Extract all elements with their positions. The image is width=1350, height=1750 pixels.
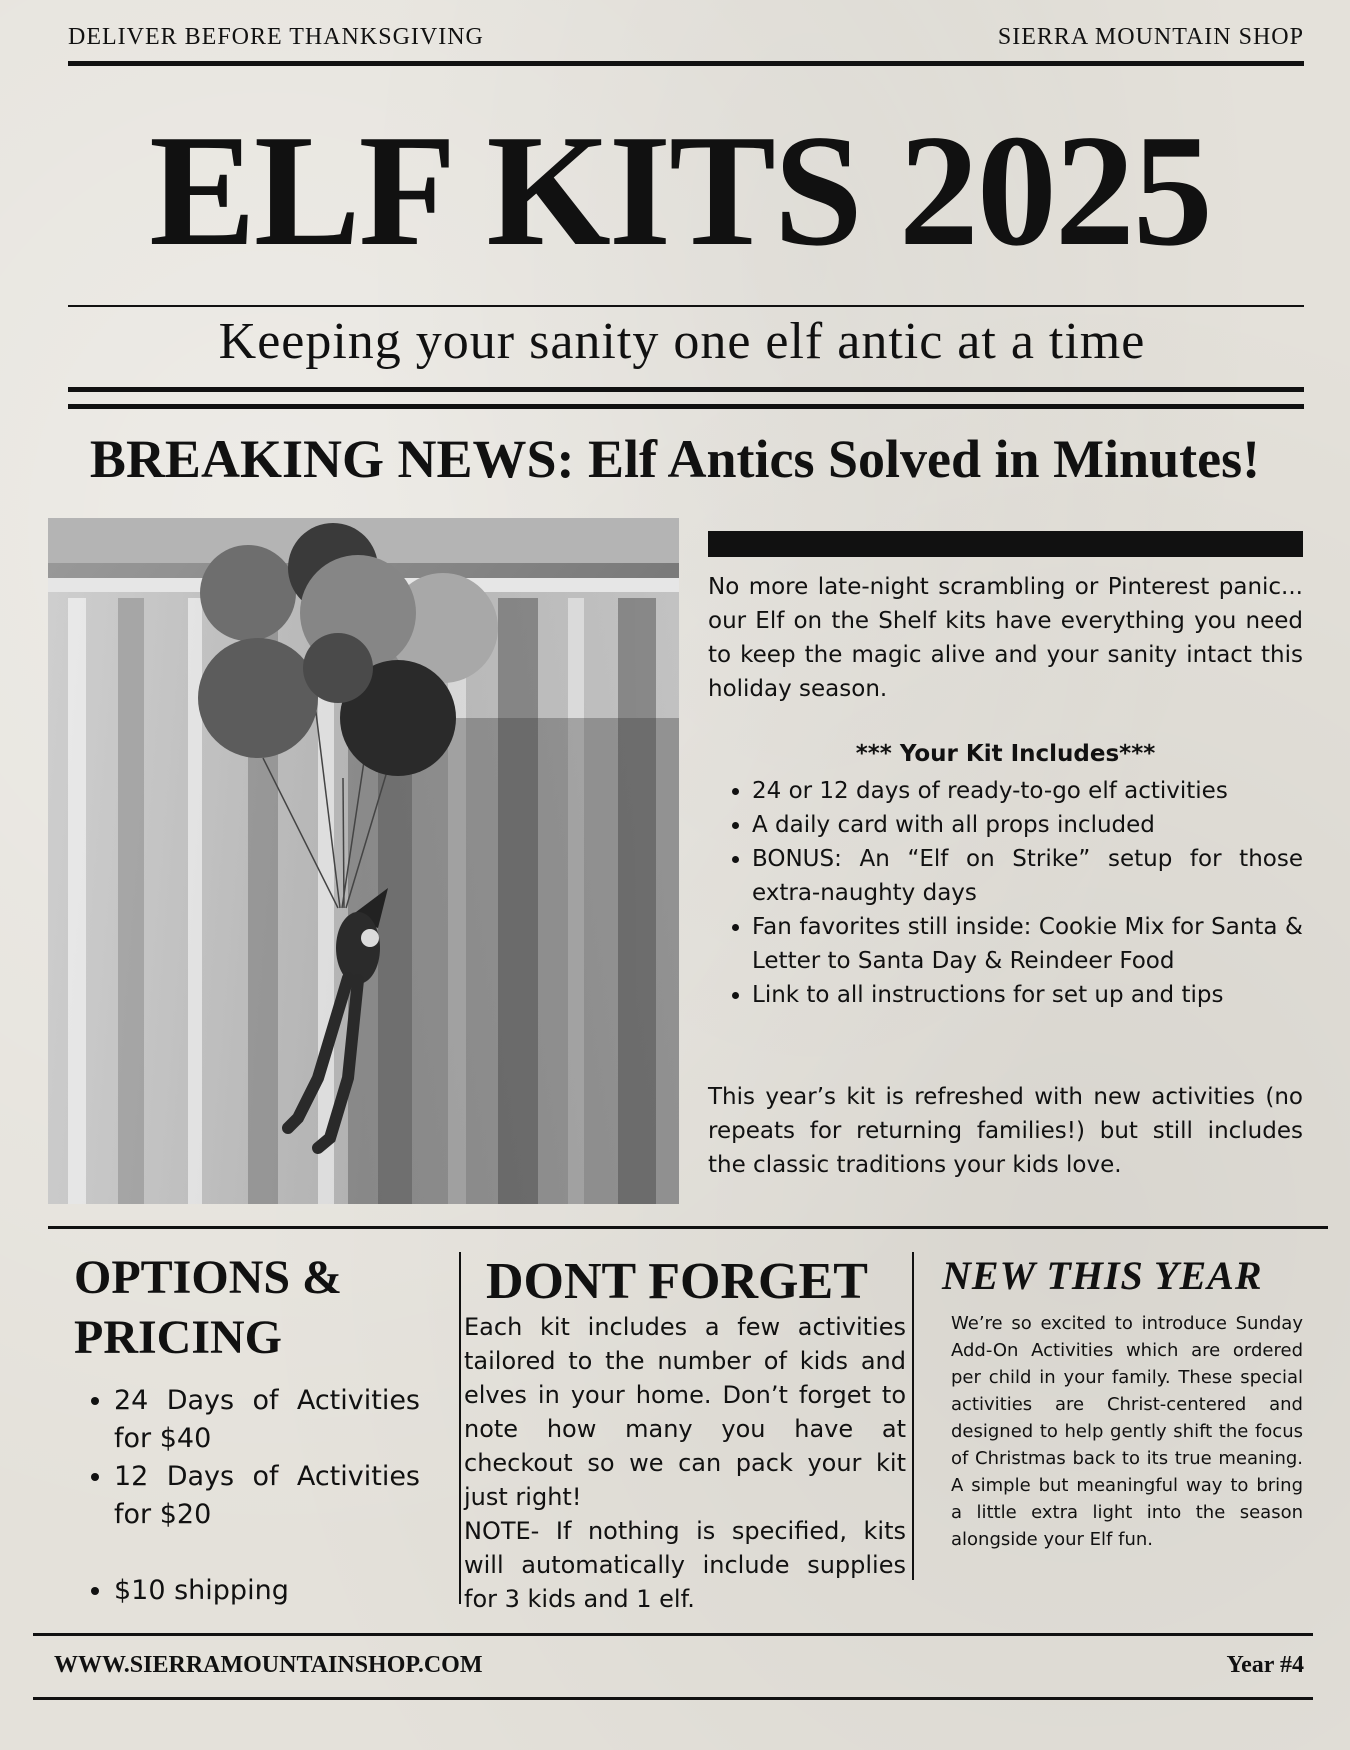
tagline: Keeping your sanity one elf antic at a time [218, 313, 1146, 370]
list-item: • 24 or 12 days of ready-to-go elf activities [752, 774, 1303, 808]
shipping-item: • $10 shipping [114, 1572, 420, 1610]
kit-includes-list [708, 774, 1303, 1012]
list-item: • A daily card with all props included [752, 808, 1303, 842]
pricing-list [74, 1382, 420, 1610]
article-bar [708, 531, 1303, 557]
new-this-year-text: We’re so excited to introduce Sunday Add-On Activities which are ordered per child in your family. These special activities are Christ-centered and designed to help gently shift the focus of Christmas back to its true meaning. A simple but meaningful way to bring a little extra light into the season alongside your Elf fun. [951, 1313, 1303, 1550]
dont-forget-text: Each kit includes a few activities tailored to the number of kids and elves in your home. Don’t forget to note how many you have at checkout so we can pack your kit just right! [464, 1313, 906, 1511]
options-title-line2: PRICING [74, 1311, 283, 1364]
section-rule [48, 1226, 1328, 1229]
list-item: • BONUS: An “Elf on Strike” setup for those extra-naughty days [752, 842, 1303, 910]
new-this-year-title: NEW THIS YEAR [942, 1253, 1263, 1298]
dont-forget-title: DONT FORGET [486, 1253, 868, 1310]
options-pricing-title [74, 1248, 414, 1368]
header-rule [68, 61, 1304, 66]
kit-includes-title: *** Your Kit Includes*** [855, 741, 1156, 767]
year-label: Year #4 [1226, 1652, 1304, 1678]
elf-balloons-photo [48, 518, 679, 1204]
price-item: • 24 Days of Activities for $40 [114, 1382, 420, 1458]
masthead-title: ELF KITS 2025 [149, 101, 1211, 279]
dont-forget-note: NOTE- If nothing is specified, kits will automatically include supplies for 3 kids and 1 elf. [464, 1517, 906, 1613]
shop-name: SIERRA MOUNTAIN SHOP [997, 24, 1304, 50]
website-link[interactable]: WWW.SIERRAMOUNTAINSHOP.COM [54, 1652, 483, 1678]
list-item: • Link to all instructions for set up and tips [752, 978, 1303, 1012]
footer-rule-top [33, 1633, 1313, 1636]
footer-rule-bottom [33, 1697, 1313, 1700]
list-item: • Fan favorites still inside: Cookie Mix for Santa & Letter to Santa Day & Reindeer Food [752, 910, 1303, 978]
tagline-rule-top [68, 387, 1304, 392]
breaking-news-headline: BREAKING NEWS: Elf Antics Solved in Minutes! [89, 429, 1261, 489]
article-intro: No more late-night scrambling or Pinterest panic... our Elf on the Shelf kits have everything you need to keep the magic alive and your sanity intact this holiday season. [708, 574, 1303, 702]
column-divider-right [912, 1252, 914, 1580]
article-outro: This year’s kit is refreshed with new activities (no repeats for returning families!) but still includes the classic traditions your kids love. [708, 1084, 1303, 1178]
tagline-rule-bottom [68, 404, 1304, 409]
deliver-note: DELIVER BEFORE THANKSGIVING [68, 24, 484, 50]
column-divider-left [459, 1252, 461, 1604]
masthead-rule [68, 305, 1304, 307]
options-title-line1: OPTIONS & [74, 1251, 343, 1304]
elf-balloons-illustration [48, 518, 679, 1204]
price-item: • 12 Days of Activities for $20 [114, 1458, 420, 1534]
